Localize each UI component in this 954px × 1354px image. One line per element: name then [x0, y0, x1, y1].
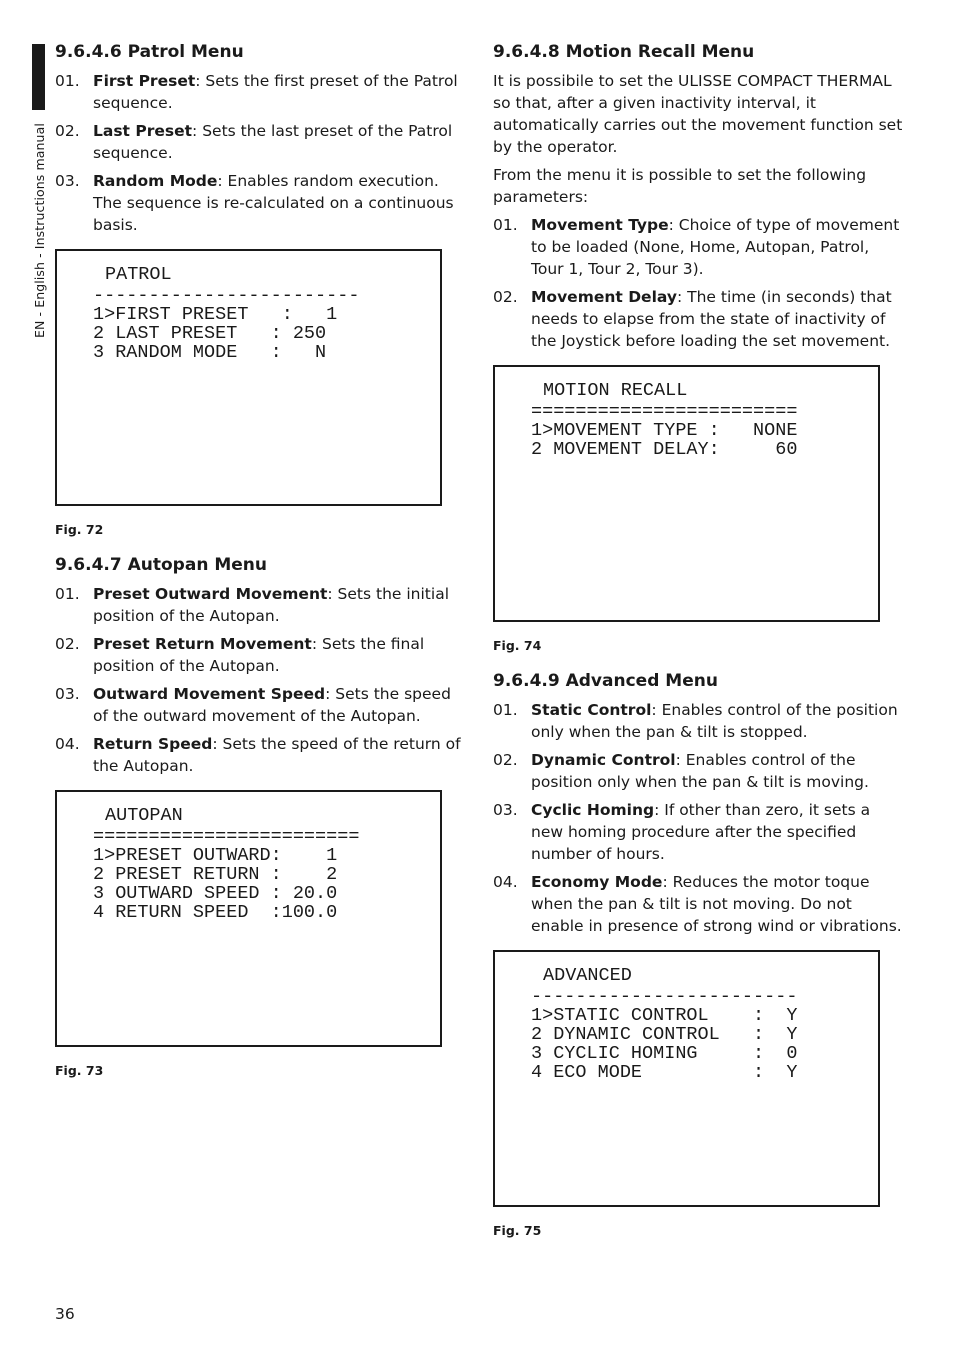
item-number: 03.: [55, 685, 80, 703]
item-term: Static Control: [531, 701, 652, 719]
section-marker-bar: [32, 44, 45, 110]
osd-menu-line: 3 RANDOM MODE : N: [93, 342, 327, 363]
item-description: : Sets the last preset of the Patrol sequence.: [93, 122, 453, 162]
item-body: [531, 699, 905, 743]
osd-menu-line: 2 LAST PRESET : 250: [93, 323, 327, 344]
osd-menu-line: 3 CYCLIC HOMING : 0: [531, 1043, 798, 1064]
item-body: [531, 286, 905, 352]
right-column: [493, 40, 905, 1254]
item-body: [93, 120, 465, 164]
list-item: [55, 120, 465, 164]
advanced-osd-screen: [493, 950, 880, 1207]
item-number: 02.: [493, 288, 518, 306]
list-item: [55, 583, 465, 627]
item-description: : Sets the initial position of the Autopan.: [93, 585, 449, 625]
list-item: [493, 214, 905, 280]
osd-menu-line: 1>STATIC CONTROL : Y: [531, 1005, 798, 1026]
patrol-osd-screen: [55, 249, 442, 506]
item-description: : If other than zero, it sets a new homing procedure after the specified number of hours.: [531, 801, 871, 863]
left-column: [55, 40, 465, 1094]
patrol-item-list: [55, 70, 465, 236]
item-number: 01.: [55, 72, 80, 90]
page-number: 36: [55, 1305, 75, 1323]
motion-item-list: [493, 214, 905, 352]
item-term: Preset Return Movement: [93, 635, 312, 653]
autopan-item-list: [55, 583, 465, 777]
osd-menu-line: 4 RETURN SPEED :100.0: [93, 902, 338, 923]
item-description: : Sets the final position of the Autopan.: [93, 635, 425, 675]
item-number: 02.: [55, 635, 80, 653]
item-term: Movement Delay: [531, 288, 677, 306]
list-item: [55, 633, 465, 677]
autopan-osd-screen: [55, 790, 442, 1047]
item-description: : Reduces the motor toque when the pan & tilt is not moving. Do not enable in presence of strong wind or vibrations.: [531, 873, 902, 935]
item-body: [531, 749, 905, 793]
section-heading-motion-recall: 9.6.4.8 Motion Recall Menu: [493, 42, 755, 62]
osd-menu-line: 4 ECO MODE : Y: [531, 1062, 798, 1083]
item-description: : Enables control of the position only when the pan & tilt is stopped.: [531, 701, 898, 741]
list-item: [55, 70, 465, 114]
osd-rule: ------------------------: [93, 286, 360, 305]
list-item: [493, 871, 905, 937]
item-number: 02.: [55, 122, 80, 140]
item-body: [531, 871, 905, 937]
list-item: [493, 799, 905, 865]
item-description: : Enables random execution. The sequence is re-calculated on a continuous basis.: [93, 172, 454, 234]
section-heading-advanced: 9.6.4.9 Advanced Menu: [493, 671, 718, 691]
item-description: : The time (in seconds) that needs to elapse from the state of inactivity of the Joystick before loading the set movement.: [531, 288, 892, 350]
item-body: [93, 733, 465, 777]
section-heading-patrol: 9.6.4.6 Patrol Menu: [55, 42, 244, 62]
figure-caption: Fig. 72: [55, 522, 104, 537]
item-number: 01.: [55, 585, 80, 603]
advanced-item-list: [493, 699, 905, 937]
item-term: Movement Type: [531, 216, 669, 234]
motion-osd-screen: [493, 365, 880, 622]
paragraph: It is possibile to set the ULISSE COMPACT THERMAL so that, after a given inactivity interval, it automatically carries out the movement function set by the operator.: [493, 72, 903, 156]
item-number: 01.: [493, 701, 518, 719]
sidebar-manual-label: EN - English - Instructions manual: [32, 123, 47, 338]
list-item: [55, 733, 465, 777]
item-body: [93, 170, 465, 236]
item-body: [93, 683, 465, 727]
item-number: 03.: [55, 172, 80, 190]
osd-menu-line: 1>FIRST PRESET : 1: [93, 304, 338, 325]
osd-menu-line: 2 MOVEMENT DELAY: 60: [531, 439, 798, 460]
item-term: Outward Movement Speed: [93, 685, 326, 703]
osd-menu-line: 1>PRESET OUTWARD: 1: [93, 845, 338, 866]
item-number: 02.: [493, 751, 518, 769]
paragraph: From the menu it is possible to set the following parameters:: [493, 166, 867, 206]
figure-caption: Fig. 74: [493, 638, 542, 653]
osd-menu-line: 2 DYNAMIC CONTROL : Y: [531, 1024, 798, 1045]
item-term: Return Speed: [93, 735, 213, 753]
list-item: [493, 699, 905, 743]
item-term: Last Preset: [93, 122, 193, 140]
osd-title: AUTOPAN: [105, 805, 183, 826]
item-number: 03.: [493, 801, 518, 819]
item-term: Preset Outward Movement: [93, 585, 328, 603]
patrol-menu-section: [55, 40, 465, 537]
item-body: [531, 214, 905, 280]
osd-menu-line: 2 PRESET RETURN : 2: [93, 864, 338, 885]
osd-rule: ========================: [93, 827, 360, 846]
item-number: 04.: [493, 873, 518, 891]
item-body: [93, 633, 465, 677]
list-item: [493, 749, 905, 793]
figure-caption: Fig. 73: [55, 1063, 104, 1078]
osd-menu-line: 3 OUTWARD SPEED : 20.0: [93, 883, 338, 904]
item-description: : Sets the first preset of the Patrol sequence.: [93, 72, 458, 112]
item-description: : Enables control of the position only when the pan & tilt is moving.: [531, 751, 869, 791]
item-term: Cyclic Homing: [531, 801, 655, 819]
item-number: 04.: [55, 735, 80, 753]
osd-rule: ========================: [531, 402, 798, 421]
motion-recall-section: [493, 40, 905, 653]
item-description: : Sets the speed of the outward movement of the Autopan.: [93, 685, 451, 725]
item-body: [531, 799, 905, 865]
autopan-menu-section: [55, 553, 465, 1078]
osd-title: MOTION RECALL: [543, 380, 688, 401]
item-number: 01.: [493, 216, 518, 234]
item-description: : Choice of type of movement to be loaded (None, Home, Autopan, Patrol, Tour 1, Tour 2, Tour 3).: [531, 216, 900, 278]
item-body: [93, 70, 465, 114]
list-item: [55, 683, 465, 727]
section-heading-autopan: 9.6.4.7 Autopan Menu: [55, 555, 267, 575]
item-term: First Preset: [93, 72, 196, 90]
item-term: Economy Mode: [531, 873, 663, 891]
list-item: [493, 286, 905, 352]
osd-rule: ------------------------: [531, 987, 798, 1006]
item-term: Dynamic Control: [531, 751, 676, 769]
item-term: Random Mode: [93, 172, 218, 190]
osd-title: PATROL: [105, 264, 172, 285]
advanced-menu-section: [493, 669, 905, 1238]
item-description: : Sets the speed of the return of the Autopan.: [93, 735, 461, 775]
osd-title: ADVANCED: [543, 965, 632, 986]
figure-caption: Fig. 75: [493, 1223, 542, 1238]
osd-menu-line: 1>MOVEMENT TYPE : NONE: [531, 420, 798, 441]
list-item: [55, 170, 465, 236]
item-body: [93, 583, 465, 627]
